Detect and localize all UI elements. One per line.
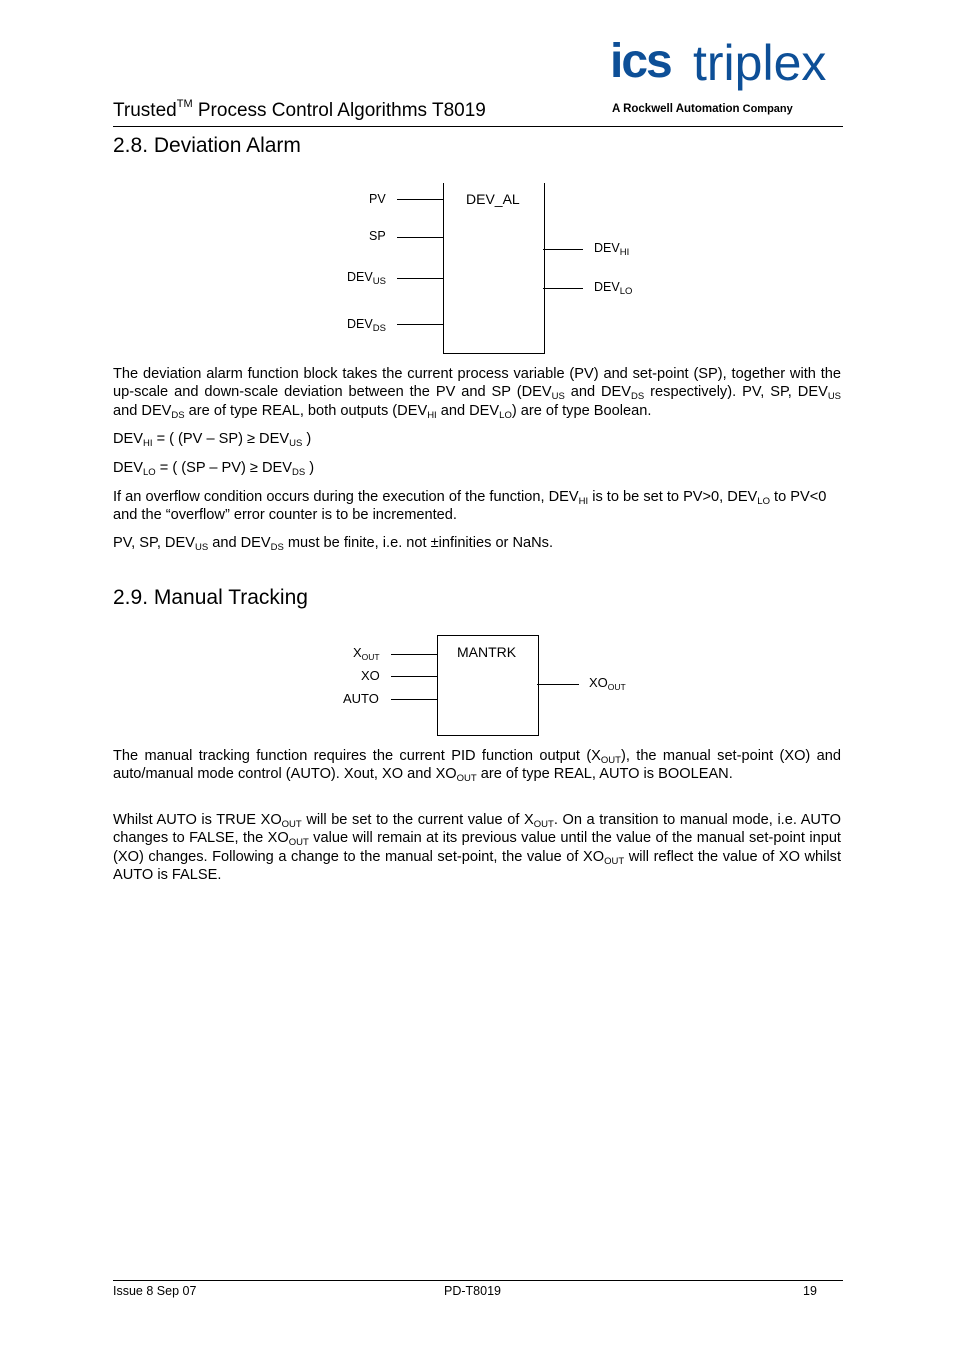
mantrk-block-name: MANTRK [457, 644, 517, 660]
footer-page-number: 19 [803, 1284, 817, 1298]
xoout-sub: OUT [607, 682, 626, 692]
logo-triplex-text: triplex [693, 35, 827, 91]
xout-sub: OUT [361, 652, 380, 662]
document-title [113, 97, 486, 122]
logo-company-name: A Rockwell Automation [612, 103, 740, 115]
equation-dev-hi: $DEV_{HI}$ = ( $(PV - SP) \ge DEV_{US}$ ) [113, 431, 312, 449]
equation-dev-lo: $DEV_{LO}$ = ( $(SP - PV) \ge DEV_{DS}$ ) [113, 460, 315, 478]
footer-issue: Issue 8 Sep 07 [113, 1284, 197, 1298]
footer-rule [113, 1280, 843, 1281]
mantrk-wire-xoout [537, 684, 579, 685]
dev-al-block-name: DEV_AL [466, 191, 520, 207]
mantrk-input-auto: AUTO [343, 691, 379, 706]
logo-ics-text: ics [610, 35, 671, 88]
mantrk-wire-xout [391, 654, 437, 655]
dev-al-wire-dev-lo [543, 288, 583, 289]
section-heading-deviation-alarm: 2.8. Deviation Alarm [113, 134, 301, 157]
mantrk-input-xo: XO [361, 668, 380, 683]
xoout-base: XO [589, 675, 608, 690]
dev-ds-sub: DS [372, 323, 386, 334]
mantrk-wire-xo [391, 676, 437, 677]
section-heading-manual-tracking: 2.9. Manual Tracking [113, 586, 308, 609]
dev-lo-base: DEV [594, 280, 620, 294]
mantrk-wire-auto [391, 699, 437, 700]
dev-al-wire-dev-hi [543, 249, 583, 250]
manual-tracking-behaviour: Whilst AUTO is TRUE $XO_{OUT}$ will be set to the current value of $X_{OUT}$. On a transition to manual mode, i.e. AUTO changes to FALSE, the $XO_{OUT}$ value will remain at its previous value until the value of the manual set-point input (XO) changes. Following a change to the manual set-point, the value of $XO_{OUT}$ will reflect the value of XO whilst AUTO is FALSE. [113, 812, 841, 883]
dev-al-block-left-edge [443, 183, 444, 353]
header-rule [113, 126, 843, 127]
document-title-main: Trusted [113, 100, 177, 121]
overflow-paragraph: If an overflow condition occurs during the execution of the function, $DEV_{HI}$ is to be set to PV>0, $DEV_{LO}$ to PV<0 and the “overflow” error counter is to be incremented. [113, 489, 827, 524]
dev-lo-sub: LO [619, 286, 633, 297]
dev-us-sub: US [372, 276, 386, 287]
dev-hi-sub: HI [619, 247, 630, 258]
dev-al-output-dev-lo [594, 280, 633, 297]
mantrk-input-xout [353, 645, 380, 660]
dev-al-input-dev-us [347, 270, 386, 287]
dev-al-input-pv: PV [369, 192, 386, 206]
logo-company-tagline [612, 103, 793, 115]
dev-al-input-sp: SP [369, 229, 386, 243]
dev-hi-base: DEV [594, 241, 620, 255]
dev-al-wire-dev-us [397, 278, 443, 279]
mantrk-output-xoout [589, 675, 626, 690]
footer-doc-id: PD-T8019 [444, 1284, 501, 1298]
document-title-rest: Process Control Algorithms T8019 [192, 100, 486, 121]
manual-tracking-description: The manual tracking function requires the current PID function output $(X_{OUT})$, the manual set-point (XO) and auto/manual mode control (AUTO). Xout, XO and $XO_{OUT}$ are of type REAL, AUTO is BOOLEAN. [113, 748, 842, 785]
xout-base: X [353, 645, 362, 660]
dev-al-output-dev-hi [594, 241, 630, 258]
dev-ds-base: DEV [347, 317, 373, 331]
logo-company-word: Company [739, 103, 793, 115]
dev-al-block [443, 183, 545, 354]
dev-al-wire-sp [397, 237, 443, 238]
dev-us-base: DEV [347, 270, 373, 284]
finite-values-paragraph: PV, SP, $DEV_{US}$ and $DEV_{DS}$ must be finite, i.e. not ±infinities or NaNs. [113, 535, 554, 553]
deviation-alarm-description: The deviation alarm function block takes the current process variable (PV) and set-point (SP), together with the up-scale and down-scale deviation between the PV and SP ($DEV_{US}$ and $DEV_{DS}$ respectively). PV, SP, $DEV_{US}$ and $DEV_{DS}$ are of type REAL, both outputs ($DEV_{HI}$ and $DEV_{LO}$) are of type Boolean. [113, 366, 842, 421]
dev-al-wire-dev-ds [397, 324, 443, 325]
dev-al-input-dev-ds [347, 317, 386, 334]
dev-al-wire-pv [397, 199, 443, 200]
trademark-sup: TM [176, 97, 193, 110]
